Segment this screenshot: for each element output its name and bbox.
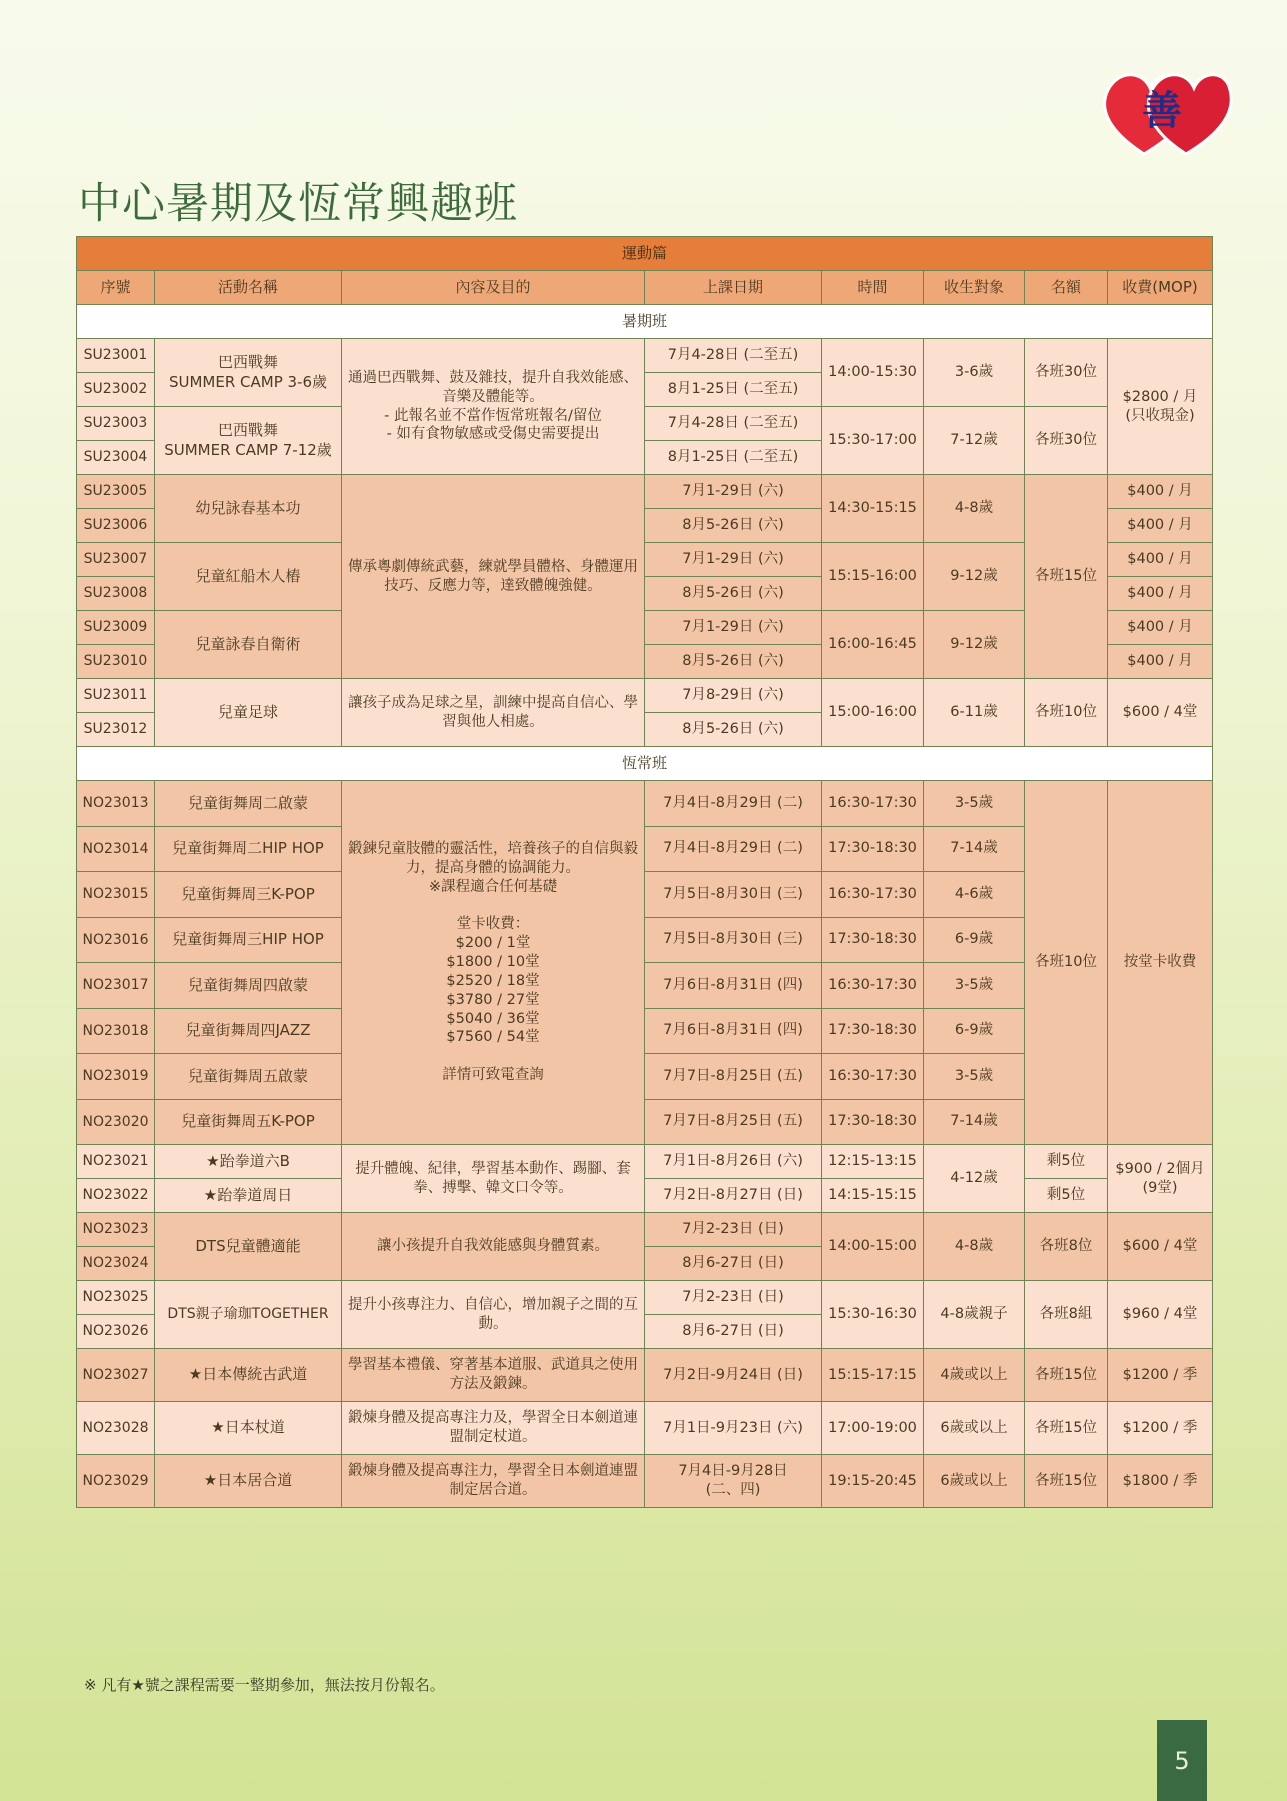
course-age: 7-12歲 [924, 407, 1025, 475]
course-time: 16:30-17:30 [822, 781, 924, 827]
course-time: 15:15-17:15 [822, 1349, 924, 1402]
course-code: SU23001 [77, 339, 155, 373]
table-row [77, 1455, 1213, 1508]
course-code: NO23024 [77, 1247, 155, 1281]
course-code: NO23023 [77, 1213, 155, 1247]
course-date: 8月5-26日 (六) [645, 509, 822, 543]
course-time: 16:30-17:30 [822, 1054, 924, 1100]
schedule-table [76, 236, 1213, 1508]
course-code: NO23013 [77, 781, 155, 827]
course-code: NO23019 [77, 1054, 155, 1100]
table-row [77, 407, 1213, 441]
table-row [77, 1281, 1213, 1315]
course-quota: 各班10位 [1025, 781, 1108, 1145]
course-time: 16:30-17:30 [822, 872, 924, 918]
course-code: NO23021 [77, 1145, 155, 1179]
course-name: ★跆拳道六B [155, 1145, 342, 1179]
course-name: 兒童詠春自衛術 [155, 611, 342, 679]
page-title: 中心暑期及恆常興趣班 [78, 179, 518, 229]
course-description: 鍛鍊兒童肢體的靈活性，培養孩子的自信與毅力，提高身體的協調能力。 ※課程適合任何基礎 堂卡收費： $200 / 1堂 $1800 / 10堂 $2520 / 18堂 $3780 / 27堂 $5040 / 36堂 $7560 / 54堂 詳情可致電查詢 [342, 781, 645, 1145]
course-name: 兒童街舞周三HIP HOP [155, 917, 342, 963]
course-date: 7月8-29日 (六) [645, 679, 822, 713]
footnote: ※ 凡有★號之課程需要一整期參加，無法按月份報名。 [84, 1676, 445, 1694]
course-name: ★日本居合道 [155, 1455, 342, 1508]
course-code: SU23012 [77, 713, 155, 747]
column-header: 名額 [1025, 271, 1108, 305]
course-code: SU23010 [77, 645, 155, 679]
course-fee: $900 / 2個月 (9堂) [1108, 1145, 1213, 1213]
course-date: 7月4日-8月29日 (二) [645, 781, 822, 827]
course-code: NO23029 [77, 1455, 155, 1508]
course-description: 鍛煉身體及提高專注力及，學習全日本劍道連盟制定杖道。 [342, 1402, 645, 1455]
course-age: 7-14歲 [924, 826, 1025, 872]
course-code: SU23006 [77, 509, 155, 543]
course-time: 15:15-16:00 [822, 543, 924, 611]
course-date: 7月1日-8月26日 (六) [645, 1145, 822, 1179]
course-age: 6歲或以上 [924, 1402, 1025, 1455]
table-row [77, 339, 1213, 373]
course-age: 6-9歲 [924, 1008, 1025, 1054]
course-fee: $600 / 4堂 [1108, 1213, 1213, 1281]
course-date: 8月5-26日 (六) [645, 577, 822, 611]
course-description: 傳承粵劇傳統武藝，練就學員體格、身體運用技巧、反應力等，達致體魄強健。 [342, 475, 645, 679]
course-code: NO23020 [77, 1099, 155, 1145]
course-fee: $1200 / 季 [1108, 1349, 1213, 1402]
course-age: 3-5歲 [924, 963, 1025, 1009]
course-code: NO23022 [77, 1179, 155, 1213]
course-time: 17:30-18:30 [822, 826, 924, 872]
course-fee: $960 / 4堂 [1108, 1281, 1213, 1349]
course-time: 15:30-17:00 [822, 407, 924, 475]
course-code: NO23016 [77, 917, 155, 963]
table-row [77, 1349, 1213, 1402]
column-header: 時間 [822, 271, 924, 305]
course-fee: $400 / 月 [1108, 577, 1213, 611]
course-age: 7-14歲 [924, 1099, 1025, 1145]
course-fee: $1800 / 季 [1108, 1455, 1213, 1508]
course-time: 14:00-15:30 [822, 339, 924, 407]
course-date: 7月1-29日 (六) [645, 475, 822, 509]
course-date: 8月6-27日 (日) [645, 1315, 822, 1349]
course-date: 7月6日-8月31日 (四) [645, 1008, 822, 1054]
course-date: 8月1-25日 (二至五) [645, 441, 822, 475]
course-time: 14:30-15:15 [822, 475, 924, 543]
course-time: 12:15-13:15 [822, 1145, 924, 1179]
course-quota: 剩5位 [1025, 1179, 1108, 1213]
course-date: 7月4-28日 (二至五) [645, 339, 822, 373]
course-date: 7月7日-8月25日 (五) [645, 1054, 822, 1100]
course-quota: 各班15位 [1025, 1402, 1108, 1455]
column-header: 收費(MOP) [1108, 271, 1213, 305]
course-code: NO23025 [77, 1281, 155, 1315]
course-time: 14:15-15:15 [822, 1179, 924, 1213]
course-quota: 各班8組 [1025, 1281, 1108, 1349]
course-date: 8月1-25日 (二至五) [645, 373, 822, 407]
table-row [77, 1402, 1213, 1455]
course-age: 3-5歲 [924, 1054, 1025, 1100]
course-date: 7月1-29日 (六) [645, 543, 822, 577]
course-code: NO23026 [77, 1315, 155, 1349]
course-name: DTS兒童體適能 [155, 1213, 342, 1281]
course-fee: $400 / 月 [1108, 475, 1213, 509]
course-age: 6-11歲 [924, 679, 1025, 747]
course-age: 6歲或以上 [924, 1455, 1025, 1508]
center-logo [1100, 62, 1234, 162]
table-row [77, 679, 1213, 713]
course-code: SU23005 [77, 475, 155, 509]
course-time: 14:00-15:00 [822, 1213, 924, 1281]
table-row [77, 1145, 1213, 1179]
course-fee: $400 / 月 [1108, 543, 1213, 577]
column-header: 上課日期 [645, 271, 822, 305]
course-fee: $2800 / 月 (只收現金) [1108, 339, 1213, 475]
regular-section-label: 恆常班 [77, 747, 1213, 781]
course-age: 4-12歲 [924, 1145, 1025, 1213]
course-time: 17:00-19:00 [822, 1402, 924, 1455]
course-description: 通過巴西戰舞、鼓及雜技，提升自我效能感、音樂及體能等。 - 此報名並不當作恆常班報名/留位 - 如有食物敏感或受傷史需要提出 [342, 339, 645, 475]
course-name: 巴西戰舞 SUMMER CAMP 7-12歲 [155, 407, 342, 475]
course-age: 9-12歲 [924, 611, 1025, 679]
table-row [77, 781, 1213, 827]
course-code: NO23028 [77, 1402, 155, 1455]
course-code: NO23015 [77, 872, 155, 918]
course-code: SU23008 [77, 577, 155, 611]
course-fee: $400 / 月 [1108, 645, 1213, 679]
course-fee: $600 / 4堂 [1108, 679, 1213, 747]
course-code: SU23009 [77, 611, 155, 645]
course-fee: $400 / 月 [1108, 611, 1213, 645]
course-date: 7月4日-9月28日 (二、四) [645, 1455, 822, 1508]
course-date: 7月2-23日 (日) [645, 1281, 822, 1315]
course-name: ★日本傳統古武道 [155, 1349, 342, 1402]
course-quota: 各班30位 [1025, 339, 1108, 407]
course-name: 兒童街舞周二啟蒙 [155, 781, 342, 827]
course-fee: 按堂卡收費 [1108, 781, 1213, 1145]
course-code: SU23004 [77, 441, 155, 475]
course-time: 15:30-16:30 [822, 1281, 924, 1349]
course-name: 兒童街舞周四JAZZ [155, 1008, 342, 1054]
course-description: 提升體魄、紀律，學習基本動作、踢腳、套拳、搏擊、韓文口令等。 [342, 1145, 645, 1213]
course-date: 7月7日-8月25日 (五) [645, 1099, 822, 1145]
course-fee: $400 / 月 [1108, 509, 1213, 543]
course-description: 鍛煉身體及提高專注力，學習全日本劍道連盟制定居合道。 [342, 1455, 645, 1508]
course-date: 7月2日-9月24日 (日) [645, 1349, 822, 1402]
course-age: 4歲或以上 [924, 1349, 1025, 1402]
column-header: 內容及目的 [342, 271, 645, 305]
course-age: 3-6歲 [924, 339, 1025, 407]
course-date: 7月2-23日 (日) [645, 1213, 822, 1247]
column-header: 序號 [77, 271, 155, 305]
section-title: 運動篇 [77, 237, 1213, 271]
course-name: 巴西戰舞 SUMMER CAMP 3-6歲 [155, 339, 342, 407]
course-code: SU23011 [77, 679, 155, 713]
course-quota: 剩5位 [1025, 1145, 1108, 1179]
table-row [77, 1213, 1213, 1247]
course-name: 兒童街舞周五啟蒙 [155, 1054, 342, 1100]
course-date: 8月6-27日 (日) [645, 1247, 822, 1281]
course-age: 9-12歲 [924, 543, 1025, 611]
course-date: 7月5日-8月30日 (三) [645, 872, 822, 918]
course-time: 16:30-17:30 [822, 963, 924, 1009]
course-date: 7月5日-8月30日 (三) [645, 917, 822, 963]
page-number: 5 [1157, 1720, 1207, 1801]
summer-section-label: 暑期班 [77, 305, 1213, 339]
course-code: NO23018 [77, 1008, 155, 1054]
course-name: 兒童足球 [155, 679, 342, 747]
column-header: 收生對象 [924, 271, 1025, 305]
course-name: 兒童街舞周二HIP HOP [155, 826, 342, 872]
course-quota: 各班15位 [1025, 475, 1108, 679]
course-date: 8月5-26日 (六) [645, 713, 822, 747]
table-row [77, 1179, 1213, 1213]
course-name: 幼兒詠春基本功 [155, 475, 342, 543]
course-time: 17:30-18:30 [822, 1008, 924, 1054]
course-description: 學習基本禮儀、穿著基本道服、武道具之使用方法及鍛鍊。 [342, 1349, 645, 1402]
course-description: 提升小孩專注力、自信心，增加親子之間的互動。 [342, 1281, 645, 1349]
course-quota: 各班15位 [1025, 1349, 1108, 1402]
course-date: 7月6日-8月31日 (四) [645, 963, 822, 1009]
course-name: 兒童街舞周三K-POP [155, 872, 342, 918]
course-time: 17:30-18:30 [822, 1099, 924, 1145]
course-age: 4-8歲 [924, 1213, 1025, 1281]
course-code: SU23002 [77, 373, 155, 407]
course-time: 16:00-16:45 [822, 611, 924, 679]
course-age: 4-8歲 [924, 475, 1025, 543]
course-age: 3-5歲 [924, 781, 1025, 827]
course-name: 兒童街舞周五K-POP [155, 1099, 342, 1145]
course-quota: 各班8位 [1025, 1213, 1108, 1281]
course-date: 7月1-29日 (六) [645, 611, 822, 645]
course-age: 6-9歲 [924, 917, 1025, 963]
course-age: 4-6歲 [924, 872, 1025, 918]
course-date: 7月4日-8月29日 (二) [645, 826, 822, 872]
course-name: ★日本杖道 [155, 1402, 342, 1455]
course-date: 7月4-28日 (二至五) [645, 407, 822, 441]
course-date: 8月5-26日 (六) [645, 645, 822, 679]
course-name: 兒童紅船木人樁 [155, 543, 342, 611]
course-age: 4-8歲親子 [924, 1281, 1025, 1349]
table-row [77, 475, 1213, 509]
column-header: 活動名稱 [155, 271, 342, 305]
course-code: SU23003 [77, 407, 155, 441]
course-time: 19:15-20:45 [822, 1455, 924, 1508]
course-fee: $1200 / 季 [1108, 1402, 1213, 1455]
svg-text:善: 善 [1142, 87, 1182, 134]
course-time: 17:30-18:30 [822, 917, 924, 963]
course-code: NO23014 [77, 826, 155, 872]
course-date: 7月2日-8月27日 (日) [645, 1179, 822, 1213]
course-quota: 各班15位 [1025, 1455, 1108, 1508]
column-header-row [77, 271, 1213, 305]
course-quota: 各班30位 [1025, 407, 1108, 475]
course-code: NO23027 [77, 1349, 155, 1402]
course-name: DTS親子瑜珈TOGETHER [155, 1281, 342, 1349]
course-name: 兒童街舞周四啟蒙 [155, 963, 342, 1009]
course-description: 讓小孩提升自我效能感與身體質素。 [342, 1213, 645, 1281]
course-quota: 各班10位 [1025, 679, 1108, 747]
course-name: ★跆拳道周日 [155, 1179, 342, 1213]
course-code: SU23007 [77, 543, 155, 577]
course-description: 讓孩子成為足球之星，訓練中提高自信心、學習與他人相處。 [342, 679, 645, 747]
course-time: 15:00-16:00 [822, 679, 924, 747]
course-date: 7月1日-9月23日 (六) [645, 1402, 822, 1455]
course-code: NO23017 [77, 963, 155, 1009]
